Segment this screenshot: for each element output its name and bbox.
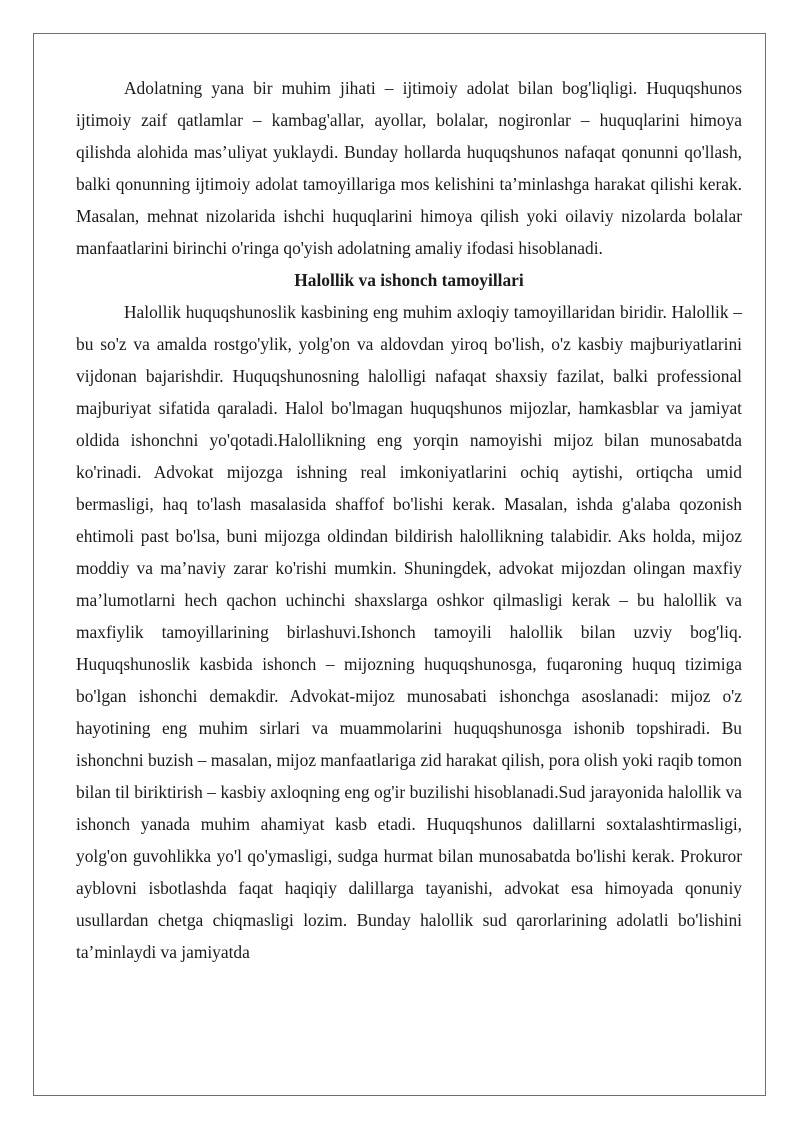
paragraph-honesty-trust: Halollik huquqshunoslik kasbining eng muhim axloqiy tamoyillaridan biridir. Halollik – bu so'z va amalda rostgo'ylik, yolg'on va aldovdan yiroq bo'lish, o'z kasbiy majburiyatlarini vijdonan bajarishdir. Huquqshunosning halolligi nafaqat shaxsiy fazilat, balki professional majburiyat sifatida qaraladi. Halol bo'lmagan huquqshunos mijozlar, hamkasblar va jamiyat oldida ishonchni yo'qotadi.Halollikning eng yorqin namoyishi mijoz bilan munosabatda ko'rinadi. Advokat mijozga ishning real imkoniyatlarini ochiq aytishi, ortiqcha umid bermasligi, haq to'lash masalasida shaffof bo'lishi kerak. Masalan, ishda g'alaba qozonish ehtimoli past bo'lsa, buni mijozga oldindan bildirish halollikning talabidir. Aks holda, mijoz moddiy va ma’naviy zarar ko'rishi mumkin. Shuningdek, advokat mijozdan olingan maxfiy ma’lumotlarni hech qachon uchinchi shaxslarga oshkor qilmasligi kerak – bu halollik va maxfiylik tamoyillarining birlashuvi.Ishonch tamoyili halollik bilan uzviy bog'liq. Huquqshunoslik kasbida ishonch – mijozning huquqshunosga, fuqaroning huquq tizimiga bo'lgan ishonchi demakdir. Advokat-mijoz munosabati ishonchga asoslanadi: mijoz o'z hayotining eng muhim sirlari va muammolarini huquqshunosga ishonib topshiradi. Bu ishonchni buzish – masalan, mijoz manfaatlariga zid harakat qilish, pora olish yoki raqib tomon bilan til biriktirish – kasbiy axloqning eng og'ir buzilishi hisoblanadi.Sud jarayonida halollik va ishonch yanada muhim ahamiyat kasb etadi. Huquqshunos dalillarni soxtalashtirmasligi, yolg'on guvohlikka yo'l qo'ymasligi, sudga hurmat bilan munosabatda bo'lishi kerak. Prokuror ayblovni isbotlashda faqat haqiqiy dalillarga tayanishi, advokat esa himoyada qonuniy usullardan chetga chiqmasligi lozim. Bunday halollik sud qarorlarining adolatli bo'lishini ta’minlaydi va jamiyatda	[76, 302, 742, 962]
document-body	[76, 72, 742, 968]
section-heading: Halollik va ishonch tamoyillari	[294, 270, 524, 290]
paragraph-social-justice: Adolatning yana bir muhim jihati – ijtimoiy adolat bilan bog'liqligi. Huquqshunos ijtimoiy zaif qatlamlar – kambag'allar, ayollar, bolalar, nogironlar – huquqlarini himoya qilishda alohida mas’uliyat yuklaydi. Bunday hollarda huquqshunos nafaqat qonunni qo'llash, balki qonunning ijtimoiy adolat tamoyillariga mos kelishini ta’minlashga harakat qilishi kerak. Masalan, mehnat nizolarida ishchi huquqlarini himoya qilish yoki oilaviy nizolarda bolalar manfaatlarini birinchi o'ringa qo'yish adolatning amaliy ifodasi hisoblanadi.	[76, 78, 742, 258]
